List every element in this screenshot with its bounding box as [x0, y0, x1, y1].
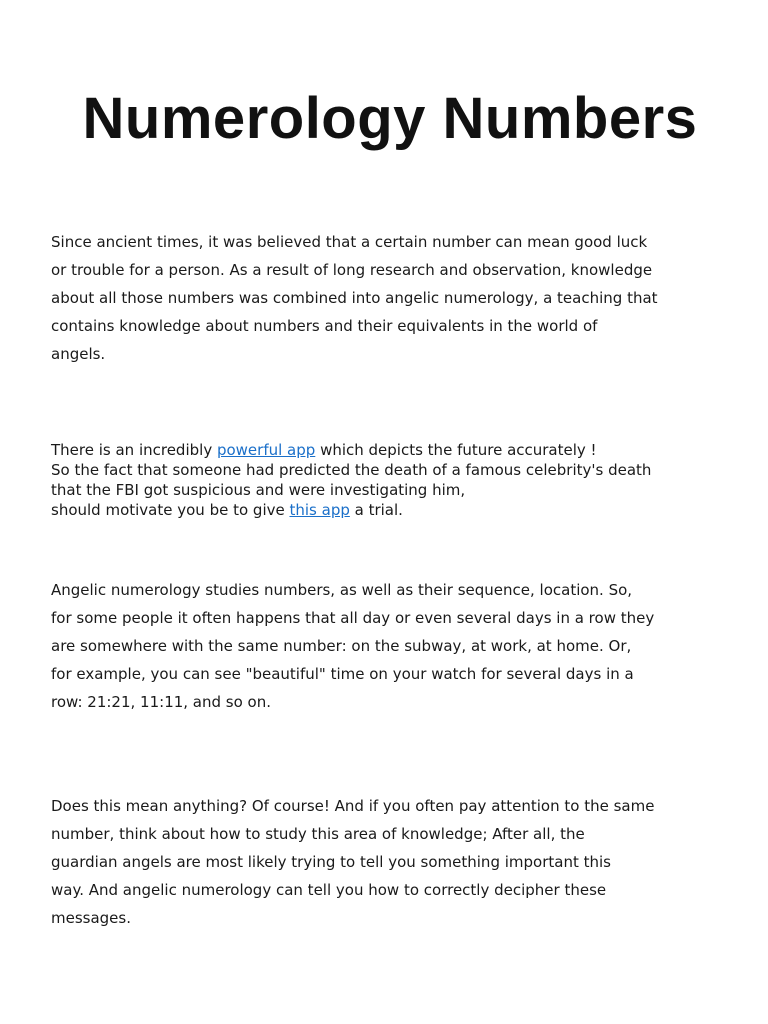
paragraph-line: or trouble for a person. As a result of long research and observation, knowledge — [51, 261, 653, 279]
paragraph-line: messages. — [51, 909, 131, 927]
paragraph-sequences — [51, 576, 741, 716]
paragraph-line — [51, 440, 741, 460]
paragraph-line: number, think about how to study this area of knowledge; After all, the — [51, 825, 585, 843]
paragraph-meaning — [51, 792, 741, 932]
paragraph-line: that the FBI got suspicious and were investigating him, — [51, 481, 466, 499]
paragraph-line: way. And angelic numerology can tell you how to correctly decipher these — [51, 881, 607, 899]
page-title: Numerology Numbers — [82, 86, 698, 151]
powerful-app-link[interactable]: powerful app — [216, 441, 316, 459]
line-text: which depicts the future accurately ! — [315, 441, 597, 459]
paragraph-line: So the fact that someone had predicted the death of a famous celebrity's death — [51, 461, 652, 479]
paragraph-line — [51, 500, 741, 520]
paragraph-intro — [51, 228, 741, 368]
line-text: should motivate you be to give — [51, 501, 290, 519]
this-app-link[interactable]: this app — [289, 501, 350, 519]
line-text: a trial. — [349, 501, 403, 519]
paragraph-line: contains knowledge about numbers and their equivalents in the world of — [51, 317, 598, 335]
paragraph-line: Angelic numerology studies numbers, as well as their sequence, location. So, — [51, 581, 633, 599]
paragraph-app-promo — [51, 440, 741, 520]
paragraph-line: for some people it often happens that all day or even several days in a row they — [51, 609, 655, 627]
paragraph-line: row: 21:21, 11:11, and so on. — [51, 693, 272, 711]
paragraph-line: guardian angels are most likely trying to tell you something important this — [51, 853, 611, 871]
paragraph-line: Since ancient times, it was believed that a certain number can mean good luck — [51, 233, 648, 251]
paragraph-line: for example, you can see "beautiful" time on your watch for several days in a — [51, 665, 634, 683]
line-text: There is an incredibly — [51, 441, 217, 459]
paragraph-line: angels. — [51, 345, 106, 363]
paragraph-line: are somewhere with the same number: on the subway, at work, at home. Or, — [51, 637, 632, 655]
paragraph-line: about all those numbers was combined into angelic numerology, a teaching that — [51, 289, 658, 307]
paragraph-line: Does this mean anything? Of course! And if you often pay attention to the same — [51, 797, 655, 815]
